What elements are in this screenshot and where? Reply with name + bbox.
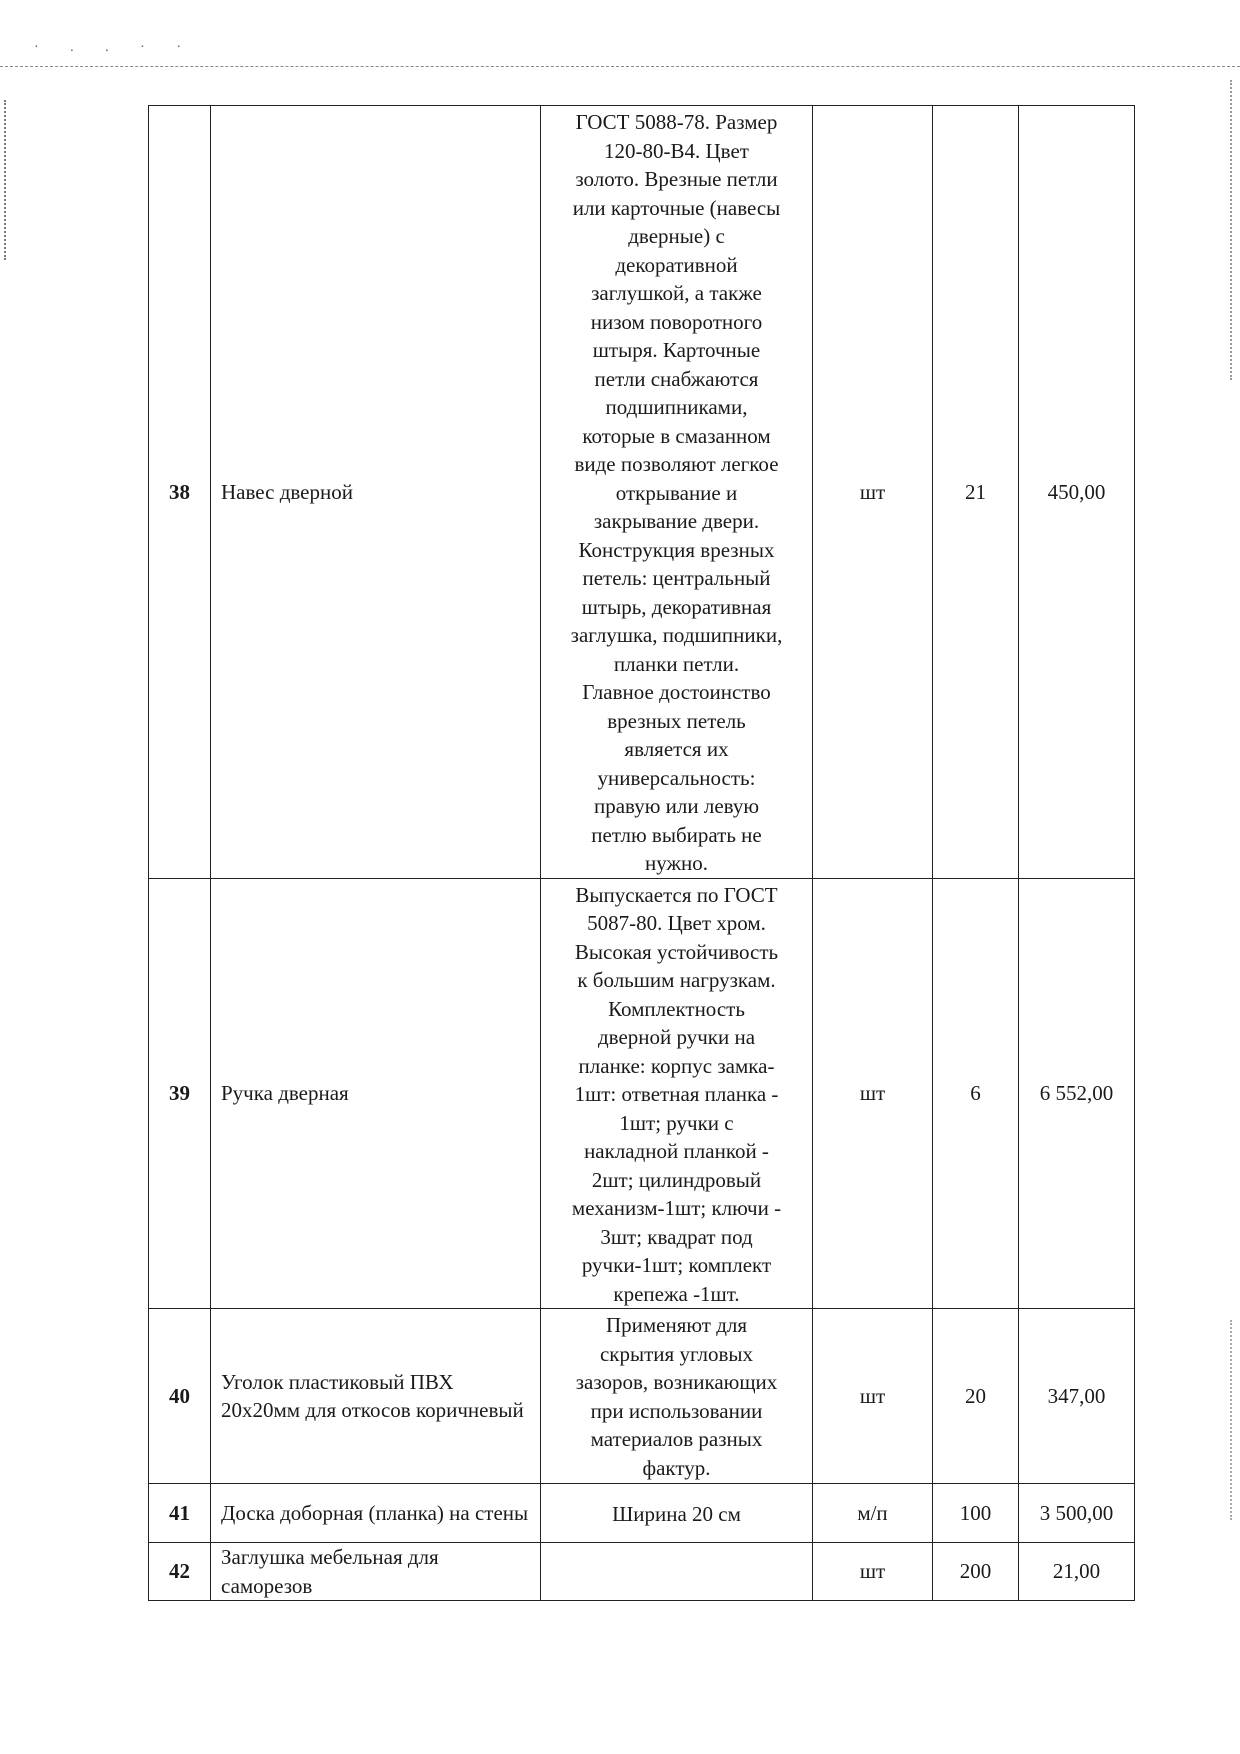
- item-unit: м/п: [813, 1484, 933, 1543]
- item-unit: шт: [813, 878, 933, 1309]
- item-quantity: 6: [933, 878, 1019, 1309]
- item-name: Ручка дверная: [211, 878, 541, 1309]
- item-description: [541, 1543, 813, 1601]
- item-unit: шт: [813, 1309, 933, 1484]
- item-description: Применяют для скрытия угловых зазоров, возникающих при использовании материалов разных фактур.: [541, 1309, 813, 1484]
- item-name: Доска доборная (планка) на стены: [211, 1484, 541, 1543]
- item-description: Ширина 20 см: [541, 1484, 813, 1543]
- row-number: 38: [149, 106, 211, 879]
- item-quantity: 200: [933, 1543, 1019, 1601]
- item-unit: шт: [813, 1543, 933, 1601]
- item-price: 21,00: [1019, 1543, 1135, 1601]
- item-description: ГОСТ 5088-78. Размер 120-80-В4. Цвет золото. Врезные петли или карточные (навесы дверные) с декоративной заглушкой, а также низом поворотного штыря. Карточные петли снабжаются подшипниками, которые в смазанном виде позволяют легкое открывание и закрывание двери. Конструкция врезных петель: центральный штырь, декоративная заглушка, подшипники, планки петли. Главное достоинство врезных петель является их универсальность: правую или левую петлю выбирать не нужно.: [541, 106, 813, 879]
- item-name: Навес дверной: [211, 106, 541, 879]
- scan-edge-mark-right-lower: [1230, 1320, 1234, 1520]
- item-unit: шт: [813, 106, 933, 879]
- item-name: Уголок пластиковый ПВХ 20х20мм для откосов коричневый: [211, 1309, 541, 1484]
- row-number: 39: [149, 878, 211, 1309]
- item-price: 3 500,00: [1019, 1484, 1135, 1543]
- table-row: [149, 1543, 1135, 1601]
- specification-table: [148, 105, 1135, 1601]
- row-number: 41: [149, 1484, 211, 1543]
- table-row: [149, 878, 1135, 1309]
- item-price: 6 552,00: [1019, 878, 1135, 1309]
- item-price: 450,00: [1019, 106, 1135, 879]
- table-row: [149, 1309, 1135, 1484]
- item-name: Заглушка мебельная для саморезов: [211, 1543, 541, 1601]
- item-quantity: 21: [933, 106, 1019, 879]
- item-quantity: 100: [933, 1484, 1019, 1543]
- scan-specks: · . . · ·: [34, 40, 195, 55]
- scan-edge-mark-right: [1230, 80, 1234, 380]
- item-price: 347,00: [1019, 1309, 1135, 1484]
- table-row: [149, 106, 1135, 879]
- row-number: 40: [149, 1309, 211, 1484]
- item-description: Выпускается по ГОСТ 5087-80. Цвет хром. Высокая устойчивость к большим нагрузкам. Комплектность дверной ручки на планке: корпус замка- 1шт: ответная планка - 1шт; ручки с накладной планкой - 2шт; цилиндровый механизм-1шт; ключи - 3шт; квадрат под ручки-1шт; комплект крепежа -1шт.: [541, 878, 813, 1309]
- item-quantity: 20: [933, 1309, 1019, 1484]
- scan-edge-mark-left: [4, 100, 8, 260]
- row-number: 42: [149, 1543, 211, 1601]
- page-top-rule: [0, 66, 1240, 67]
- table-row: [149, 1484, 1135, 1543]
